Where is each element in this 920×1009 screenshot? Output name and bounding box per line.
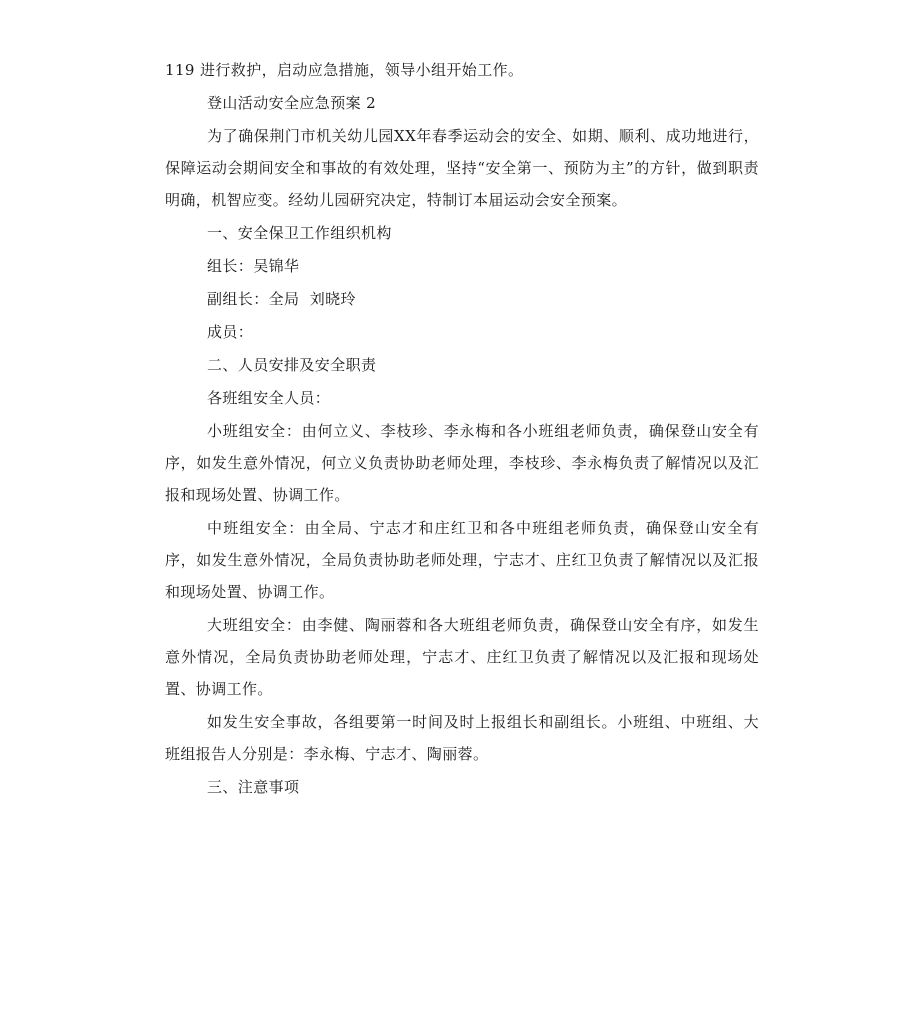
paragraph-large-class: 大班组安全：由李健、陶丽蓉和各大班组老师负责，确保登山安全有序，如发生意外情况，全局负责协助老师处理，宁志才、庄红卫负责了解情况以及汇报和现场处置、协调工作。 xyxy=(165,616,759,698)
members: 成员： xyxy=(207,323,254,341)
deputy-leader: 副组长：全局 刘晓玲 xyxy=(207,290,356,308)
class-safety-staff: 各班组安全人员： xyxy=(207,389,331,407)
heading-staffing: 二、人员安排及安全职责 xyxy=(207,356,377,374)
section-title: 登山活动安全应急预案 2 xyxy=(207,94,377,112)
paragraph-middle-class: 中班组安全：由全局、宁志才和庄红卫和各中班组老师负责，确保登山安全有序，如发生意外情况，全局负责协助老师处理，宁志才、庄红卫负责了解情况以及汇报和现场处置、协调工作。 xyxy=(165,519,759,601)
group-leader: 组长：吴锦华 xyxy=(207,257,300,275)
heading-organization: 一、安全保卫工作组织机构 xyxy=(207,224,392,242)
heading-notes: 三、注意事项 xyxy=(207,778,300,796)
paragraph-intro: 为了确保荆门市机关幼儿园XX年春季运动会的安全、如期、顺利、成功地进行，保障运动会期间安全和事故的有效处理，坚持“安全第一、预防为主”的方针，做到职责明确，机智应变。经幼儿园研究决定，特制订本届运动会安全预案。 xyxy=(165,127,759,209)
paragraph-small-class: 小班组安全：由何立义、李枝珍、李永梅和各小班组老师负责，确保登山安全有序，如发生意外情况，何立义负责协助老师处理，李枝珍、李永梅负责了解情况以及汇报和现场处置、协调工作。 xyxy=(165,422,759,504)
document-body xyxy=(165,54,759,804)
paragraph-continuation: 119 进行救护，启动应急措施，领导小组开始工作。 xyxy=(165,61,524,79)
paragraph-reporting: 如发生安全事故，各组要第一时间及时上报组长和副组长。小班组、中班组、大班组报告人分别是：李永梅、宁志才、陶丽蓉。 xyxy=(165,713,759,763)
